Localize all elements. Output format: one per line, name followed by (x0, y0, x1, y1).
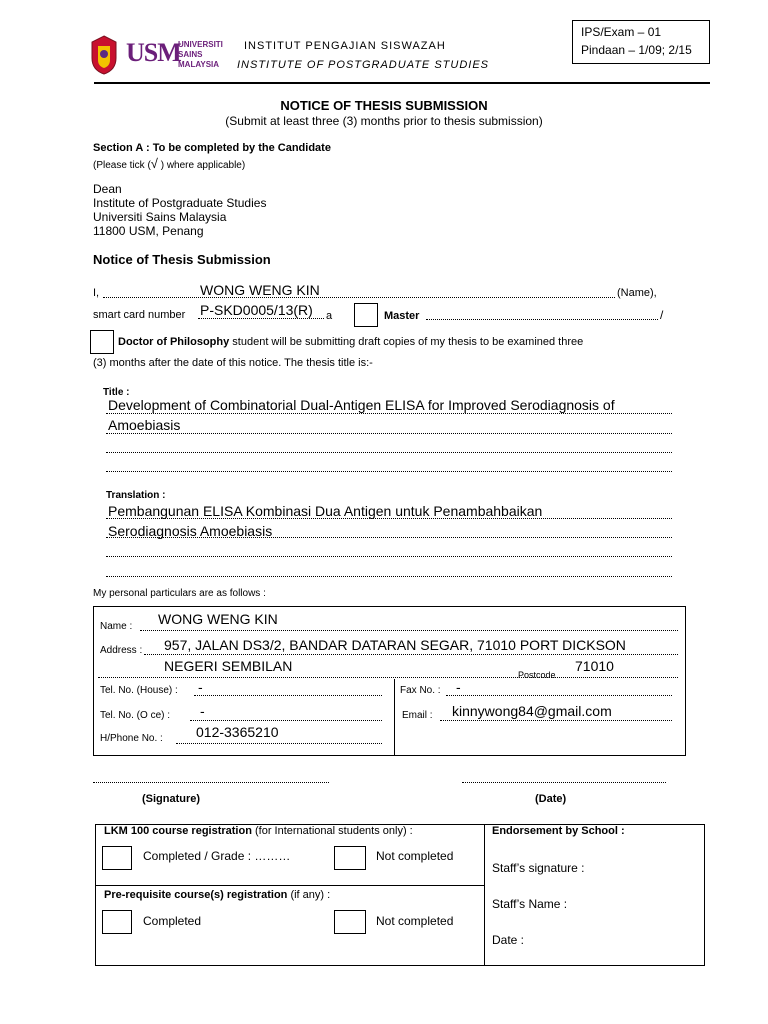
prereq-heading (104, 889, 330, 901)
translation-line-1[interactable]: Pembangunan ELISA Kombinasi Dua Antigen untuk Penambahbaikan (108, 503, 543, 519)
address-line-2[interactable]: NEGERI SEMBILAN (164, 658, 293, 674)
notice-heading: Notice of Thesis Submission (93, 252, 271, 267)
email-label: Email : (402, 710, 433, 721)
logo-side-1: UNIVERSITI (178, 40, 223, 49)
office-use-box (95, 824, 705, 966)
institute-name-en: INSTITUTE OF POSTGRADUATE STUDIES (237, 59, 490, 71)
fax-value[interactable]: - (456, 679, 461, 695)
master-checkbox[interactable] (354, 303, 378, 327)
translation-label: Translation : (106, 490, 166, 501)
tel-house-label: Tel. No. (House) : (100, 685, 178, 696)
translation-dots-1 (106, 518, 672, 519)
tick-mark: √ (150, 156, 158, 171)
postcode-label: Postcode (518, 670, 556, 680)
recipient-line-3: Universiti Sains Malaysia (93, 210, 227, 224)
lkm-not-completed-checkbox[interactable] (334, 846, 366, 870)
lkm-completed-label: Completed / Grade : ……… (143, 849, 291, 863)
postcode-value[interactable]: 71010 (575, 658, 614, 674)
thesis-title-label: Title : (103, 387, 130, 398)
tel-office-value[interactable]: - (200, 703, 205, 719)
hphone-value[interactable]: 012-3365210 (196, 724, 279, 740)
recipient-line-2: Institute of Postgraduate Studies (93, 196, 267, 210)
particulars-box (93, 606, 686, 756)
endorsement-date-label: Date : (492, 933, 525, 947)
slash: / (660, 308, 664, 322)
signature-line (93, 782, 329, 783)
particulars-address-label: Address : (100, 645, 143, 656)
title-dots-2 (106, 433, 672, 434)
institute-name-ms: INSTITUT PENGAJIAN SISWAZAH (244, 40, 446, 52)
crest-icon (88, 34, 120, 76)
master-dotted-line (426, 319, 658, 320)
smart-card-label: smart card number (93, 309, 186, 321)
fax-label: Fax No. : (400, 685, 441, 696)
lkm-bold: LKM 100 course registration (104, 825, 252, 837)
phd-label: Doctor of Philosophy (118, 336, 230, 348)
header-rule (94, 82, 710, 84)
particulars-divider (394, 679, 395, 755)
prereq-not-completed-checkbox[interactable] (334, 910, 366, 934)
tick-suffix: ) where applicable) (157, 160, 246, 171)
name-dotted-line (103, 297, 615, 298)
date-label: (Date) (535, 793, 567, 805)
endorsement-heading: Endorsement by School : (492, 825, 625, 837)
prereq-bold: Pre-requisite course(s) registration (104, 889, 288, 901)
title-dots-1 (106, 413, 672, 414)
recipient-line-4: 11800 USM, Penang (93, 224, 204, 238)
staff-signature-label: Staff’s signature : (492, 861, 585, 875)
prereq-rest: (if any) : (287, 889, 331, 901)
logo-side-2: SAINS (178, 50, 203, 59)
smart-card-field[interactable]: P-SKD0005/13(R) (200, 302, 313, 318)
title-dots-3 (106, 452, 672, 453)
staff-name-label: Staff’s Name : (492, 897, 568, 911)
phd-text-2: (3) months after the date of this notice. The thesis title is:- (93, 357, 373, 369)
address-dots-1 (144, 654, 678, 655)
tel-office-dots (190, 720, 382, 721)
title-dots-4 (106, 471, 672, 472)
logo-side-3: MALAYSIA (178, 60, 220, 69)
prereq-not-completed-label: Not completed (376, 914, 454, 928)
prereq-completed-checkbox[interactable] (102, 910, 132, 934)
fax-dots (446, 695, 672, 696)
particulars-name-value[interactable]: WONG WENG KIN (158, 611, 278, 627)
particulars-intro: My personal particulars are as follows : (93, 588, 266, 599)
email-dots (440, 720, 672, 721)
phd-line (118, 336, 583, 348)
tick-instruction (93, 156, 245, 171)
lkm-completed-checkbox[interactable] (102, 846, 132, 870)
translation-line-2[interactable]: Serodiagnosis Amoebiasis (108, 523, 273, 539)
translation-dots-4 (106, 576, 672, 577)
address-line-1[interactable]: 957, JALAN DS3/2, BANDAR DATARAN SEGAR, 71010 PORT DICKSON (164, 637, 626, 653)
particulars-name-dots (140, 630, 678, 631)
form-subtitle: (Submit at least three (3) months prior to thesis submission) (225, 114, 543, 128)
form-ref-line2: Pindaan – 1/09; 2/15 (581, 43, 692, 57)
tick-prefix: (Please tick ( (93, 160, 151, 171)
translation-dots-2 (106, 537, 672, 538)
i-label: I, (93, 287, 100, 299)
lkm-rest: (for International students only) : (251, 825, 413, 837)
tel-house-value[interactable]: - (198, 679, 203, 695)
hphone-label: H/Phone No. : (100, 733, 163, 744)
recipient-line-1: Dean (93, 182, 122, 196)
thesis-title-line-1[interactable]: Development of Combinatorial Dual-Antigen ELISA for Improved Serodiagnosis of (108, 397, 615, 413)
smart-card-dotted-line (198, 318, 324, 319)
tel-house-dots (194, 695, 382, 696)
master-label: Master (384, 310, 420, 322)
phd-text: student will be submitting draft copies of my thesis to be examined three (229, 336, 584, 348)
particulars-name-label: Name : (100, 621, 133, 632)
lkm-not-completed-label: Not completed (376, 849, 454, 863)
prereq-completed-label: Completed (143, 914, 202, 928)
signature-label: (Signature) (142, 793, 201, 805)
thesis-title-line-2[interactable]: Amoebiasis (108, 417, 181, 433)
logo-main: USM (126, 38, 181, 67)
candidate-name-field[interactable]: WONG WENG KIN (200, 282, 320, 298)
name-suffix: (Name), (617, 287, 657, 299)
form-ref-line1: IPS/Exam – 01 (581, 25, 662, 39)
phd-checkbox[interactable] (90, 330, 114, 354)
email-value[interactable]: kinnywong84@gmail.com (452, 703, 612, 719)
date-line (462, 782, 666, 783)
a-label: a (326, 310, 333, 322)
lkm-heading (104, 825, 413, 837)
bottom-divider-vertical (484, 825, 485, 965)
section-a-heading: Section A : To be completed by the Candidate (93, 142, 331, 154)
form-title: NOTICE OF THESIS SUBMISSION (280, 98, 488, 113)
tel-office-label: Tel. No. (O ce) : (100, 710, 171, 721)
translation-dots-3 (106, 556, 672, 557)
address-dots-2 (98, 677, 678, 678)
form-reference-box (572, 20, 710, 64)
hphone-dots (176, 743, 382, 744)
bottom-divider-horizontal (96, 885, 484, 886)
usm-logo (88, 34, 238, 78)
